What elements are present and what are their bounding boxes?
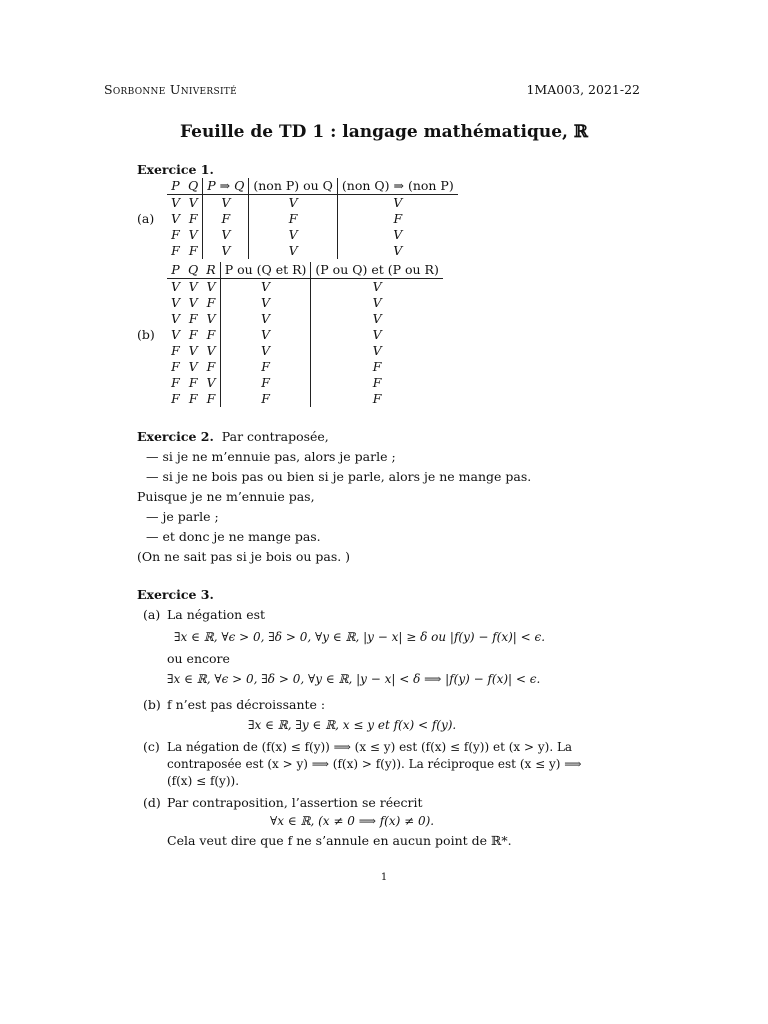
- table-cell: F: [171, 359, 180, 374]
- table-cell: F: [249, 211, 338, 227]
- table-a-label: (a): [137, 211, 155, 226]
- table-cell: V: [188, 359, 198, 374]
- table-cell: F: [202, 327, 220, 343]
- table-row: [137, 343, 443, 359]
- table-a-header-cell: (non Q) ⇒ (non P): [337, 178, 457, 195]
- table-cell: F: [220, 391, 311, 407]
- table-cell: V: [220, 311, 311, 327]
- table-cell: V: [203, 243, 249, 259]
- table-cell: V: [393, 195, 403, 210]
- table-cell: V: [203, 227, 249, 243]
- table-cell: F: [220, 359, 311, 375]
- table-a-header-cell: P: [167, 178, 184, 195]
- table-cell: V: [372, 327, 382, 342]
- table-cell: F: [171, 375, 180, 390]
- table-cell: F: [372, 375, 382, 390]
- table-row: [137, 243, 458, 259]
- table-row: [137, 311, 443, 327]
- table-cell: V: [202, 279, 220, 296]
- table-cell: V: [202, 343, 220, 359]
- table-row: [137, 279, 443, 296]
- table-cell: F: [188, 327, 198, 342]
- table-cell: F: [188, 311, 198, 326]
- table-cell: V: [220, 343, 311, 359]
- table-cell: F: [184, 243, 203, 259]
- ex3-d-label: (d): [143, 795, 161, 810]
- table-a-header-cell: Q: [184, 178, 203, 195]
- table-cell: V: [220, 295, 311, 311]
- ex2-line: — et donc je ne mange pas.: [146, 529, 321, 544]
- ex2-line: — si je ne bois pas ou bien si je parle, alors je ne mange pas.: [146, 469, 532, 484]
- table-cell: V: [220, 327, 311, 343]
- table-cell: V: [188, 343, 198, 358]
- table-row: [137, 375, 443, 391]
- table-cell: V: [171, 211, 181, 226]
- table-row: [137, 295, 443, 311]
- table-row: [137, 211, 458, 227]
- table-cell: V: [202, 311, 220, 327]
- ex3-d-text: Par contraposition, l’assertion se réecrit: [167, 795, 423, 810]
- table-cell: F: [171, 391, 180, 406]
- table-cell: V: [184, 227, 203, 243]
- table-cell: F: [202, 359, 220, 375]
- truth-table-b: [137, 262, 443, 407]
- table-cell: F: [202, 295, 220, 311]
- ex2-heading: Exercice 2.: [137, 429, 214, 444]
- page-title: Feuille de TD 1 : langage mathématique, ℝ: [179, 122, 589, 142]
- header-left: Sorbonne Université: [104, 82, 237, 97]
- table-b-header-cell: (P ou Q) et (P ou R): [311, 262, 443, 279]
- table-cell: F: [171, 227, 180, 242]
- ex1-heading: Exercice 1.: [137, 162, 214, 177]
- table-row: [137, 195, 458, 212]
- table-cell: F: [188, 391, 198, 406]
- table-cell: V: [249, 243, 338, 259]
- table-cell: V: [372, 311, 382, 326]
- table-cell: V: [393, 243, 403, 258]
- table-cell: V: [171, 279, 181, 294]
- table-a-header: [137, 178, 458, 195]
- ex3-c-line3: (f(x) ≤ f(y)).: [167, 774, 240, 788]
- ex2-line: — je parle ;: [146, 509, 219, 524]
- table-cell: V: [372, 343, 382, 358]
- ex3-a-math2: ∃x ∈ ℝ, ∀ϵ > 0, ∃δ > 0, ∀y ∈ ℝ, |y − x| < δ ⟹ |f(y) − f(x)| < ϵ.: [167, 672, 541, 686]
- header-right: 1MA003, 2021-22: [526, 82, 640, 97]
- table-cell: F: [188, 375, 198, 390]
- table-a-header-cell: P ⇒ Q: [203, 178, 249, 195]
- table-cell: V: [220, 279, 311, 296]
- table-cell: F: [202, 391, 220, 407]
- ex3-b-math: ∃x ∈ ℝ, ∃y ∈ ℝ, x ≤ y et f(x) < f(y).: [248, 718, 457, 732]
- table-cell: F: [372, 391, 382, 406]
- ex3-b-text: f n’est pas décroissante :: [167, 697, 326, 712]
- table-cell: V: [249, 227, 338, 243]
- table-row: [137, 227, 458, 243]
- ex3-d-conclusion: Cela veut dire que f ne s’annule en aucun point de ℝ*.: [167, 833, 512, 848]
- table-b-header-cell: R: [202, 262, 220, 279]
- ex3-c-line1: La négation de (f(x) ≤ f(y)) ⟹ (x ≤ y) est (f(x) ≤ f(y)) et (x > y). La: [167, 740, 573, 754]
- table-cell: F: [184, 211, 203, 227]
- table-cell: V: [393, 227, 403, 242]
- table-cell: V: [188, 295, 198, 310]
- table-row: [137, 359, 443, 375]
- table-cell: V: [188, 279, 198, 294]
- ex3-a-or: ou encore: [167, 651, 230, 666]
- table-row: [137, 327, 443, 343]
- table-cell: F: [171, 243, 180, 258]
- ex3-b-label: (b): [143, 697, 161, 712]
- ex2-intro: Par contraposée,: [221, 429, 329, 444]
- ex3-a-label: (a): [143, 607, 161, 622]
- ex3-d-math: ∀x ∈ ℝ, (x ≠ 0 ⟹ f(x) ≠ 0).: [270, 814, 435, 828]
- ex3-heading: Exercice 3.: [137, 587, 214, 602]
- table-b-header-cell: P: [167, 262, 184, 279]
- table-row: [137, 391, 443, 407]
- table-b-header-cell: P ou (Q et R): [220, 262, 311, 279]
- table-cell: F: [203, 211, 249, 227]
- table-cell: V: [203, 195, 249, 212]
- table-b-label: (b): [137, 327, 155, 342]
- table-cell: V: [202, 375, 220, 391]
- ex3-c-label: (c): [143, 739, 160, 754]
- ex2-line: Puisque je ne m’ennuie pas,: [137, 489, 315, 504]
- table-cell: V: [171, 195, 181, 210]
- ex2-line: — si je ne m’ennuie pas, alors je parle ;: [146, 449, 396, 464]
- table-cell: F: [171, 343, 180, 358]
- table-b-header: [137, 262, 443, 279]
- table-cell: V: [171, 327, 181, 342]
- table-cell: V: [249, 195, 338, 212]
- table-cell: F: [372, 359, 382, 374]
- table-cell: V: [171, 311, 181, 326]
- table-cell: V: [372, 279, 382, 294]
- table-cell: V: [184, 195, 203, 212]
- ex3-c-line2: contraposée est (x > y) ⟹ (f(x) > f(y)). La réciproque est (x ≤ y) ⟹: [167, 757, 582, 771]
- ex2-heading-line: [137, 428, 329, 446]
- table-b-header-cell: Q: [184, 262, 202, 279]
- table-cell: F: [393, 211, 403, 226]
- page-number: 1: [380, 872, 388, 883]
- ex2-line: (On ne sait pas si je bois ou pas. ): [137, 549, 351, 564]
- ex3-a-text: La négation est: [167, 607, 266, 622]
- table-cell: F: [220, 375, 311, 391]
- table-cell: V: [372, 295, 382, 310]
- table-a-header-cell: (non P) ou Q: [249, 178, 338, 195]
- table-cell: V: [171, 295, 181, 310]
- ex3-a-math1: ∃x ∈ ℝ, ∀ϵ > 0, ∃δ > 0, ∀y ∈ ℝ, |y − x| ≥ δ ou |f(y) − f(x)| < ϵ.: [174, 630, 546, 644]
- truth-table-a: [137, 178, 458, 259]
